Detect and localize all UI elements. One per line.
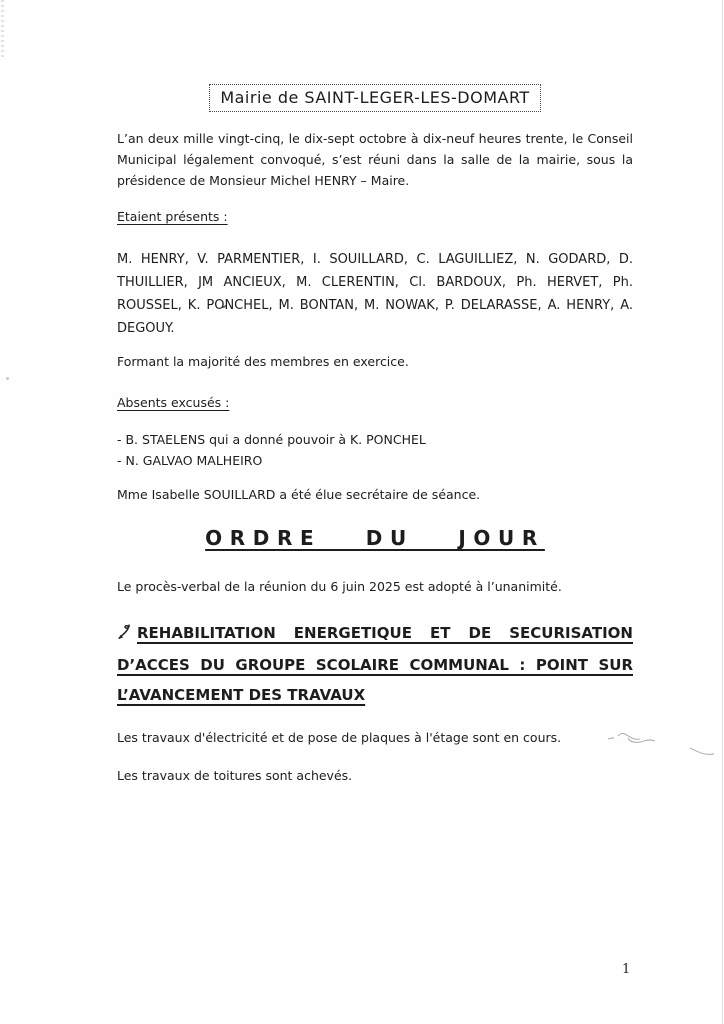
scan-edge-line xyxy=(722,0,723,1024)
page-title: Mairie de SAINT-LEGER-LES-DOMART xyxy=(209,84,540,112)
absent-list xyxy=(117,429,633,471)
document-body xyxy=(117,84,633,786)
page-number: 1 xyxy=(622,962,631,977)
section-heading xyxy=(117,618,633,710)
section-heading-text: REHABILITATION ENERGETIQUE ET DE SECURISATION D’ACCES DU GROUPE SCOLAIRE COMMUNAL : POINT SUR L’AVANCEMENT DES TRAVAUX xyxy=(117,624,633,704)
intro-paragraph: L’an deux mille vingt-cinq, le dix-sept octobre à dix-neuf heures trente, le Conseil Municipal légalement convoqué, s’est réuni dans la salle de la mairie, sous la présidence de Monsieur Michel HENRY – Maire. xyxy=(117,131,633,188)
scan-speck xyxy=(6,377,9,380)
scan-edge-scratch xyxy=(1,0,4,58)
present-names: M. HENRY, V. PARMENTIER, I. SOUILLARD, C. LAGUILLIEZ, N. GODARD, D. THUILLIER, JM ANCIEUX, M. CLERENTIN, Cl. BARDOUX, Ph. HERVET, Ph. ROUSSEL, K. PONCHEL, M. BONTAN, M. NOWAK, P. DELARASSE, A. HENRY, A. DEGOUY. xyxy=(117,252,633,336)
secretary-note: Mme Isabelle SOUILLARD a été élue secrétaire de séance. xyxy=(117,487,481,502)
works-status-paragraph: Les travaux de toitures sont achevés. xyxy=(117,768,353,783)
pen-squiggle-artifact xyxy=(606,728,668,748)
approval-note: Le procès-verbal de la réunion du 6 juin 2025 est adopté à l’unanimité. xyxy=(117,579,562,594)
absent-item: - B. STAELENS qui a donné pouvoir à K. PONCHEL xyxy=(117,432,426,447)
agenda-heading: ORDRE DU JOUR xyxy=(205,526,545,550)
absent-item: - N. GALVAO MALHEIRO xyxy=(117,453,263,468)
works-status-paragraph: Les travaux d'électricité et de pose de plaques à l'étage sont en cours. xyxy=(117,730,562,745)
quorum-note: Formant la majorité des membres en exercice. xyxy=(117,354,409,369)
curved-arrow-bullet-icon xyxy=(117,620,132,650)
pen-squiggle-artifact xyxy=(688,744,716,758)
present-label: Etaient présents : xyxy=(117,209,228,224)
absent-label: Absents excusés : xyxy=(117,395,230,410)
